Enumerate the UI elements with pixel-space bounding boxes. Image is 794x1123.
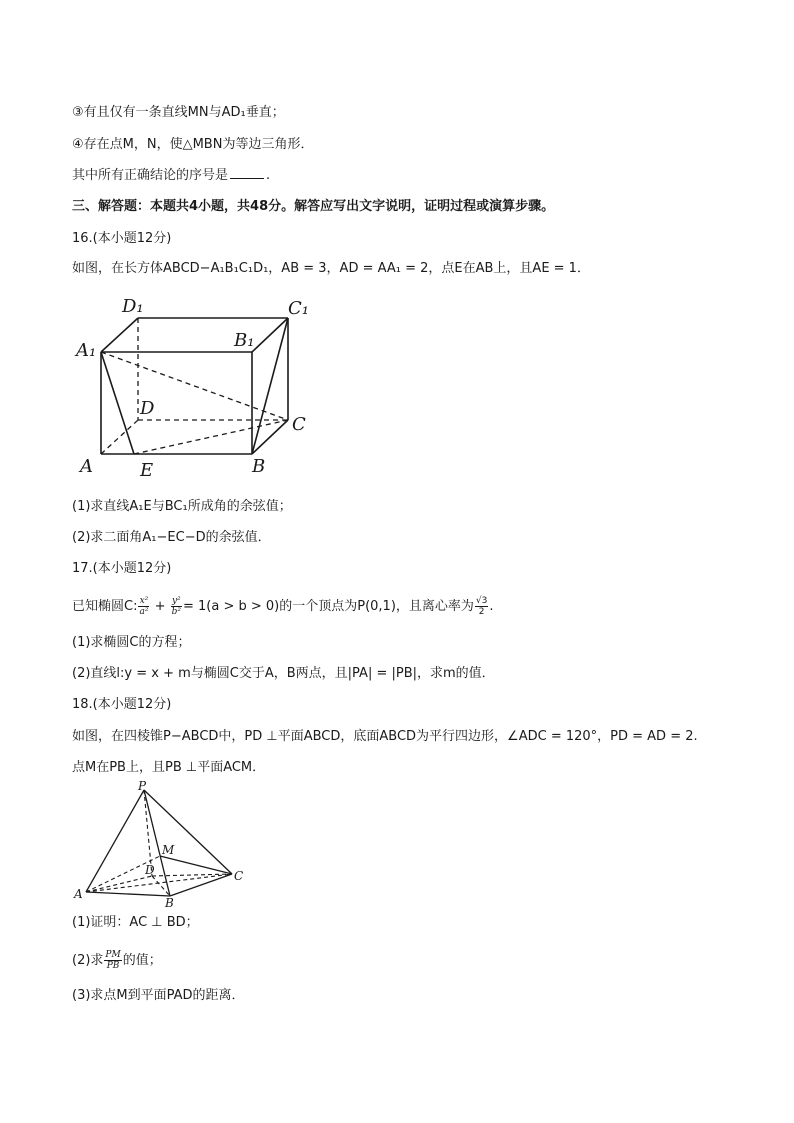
q16-label-c1: C₁ [288,298,309,319]
q17-frac-ecc [475,596,488,617]
q18-part3: (3)求点M到平面PAD的距离． [72,988,245,1003]
q17-frac-x [138,596,149,617]
q16-label-d1: D₁ [122,296,144,317]
q16-label-b: B [252,456,266,477]
q16-label-b1: B₁ [234,330,255,351]
q18-stem-1: 如图，在四棱锥P−ABCD中，PD ⊥平面ABCD，底面ABCD为平行四边形，∠ADC = 120°，PD = AD = 2. [72,729,698,744]
q17-frac-y [171,596,182,617]
q17-frac-y-num: y² [171,596,181,606]
q17-stem-b: = 1(a > b > 0)的一个顶点为P(0,1)，且离心率为 [183,599,474,614]
q17-frac-ecc-num: √3 [475,596,488,606]
q17-stem-a: 已知椭圆C: [72,599,138,614]
q18-label-a: A [74,887,83,901]
q18-frac-pm-pb [104,950,121,971]
q18-label-c: C [234,869,244,883]
q18-label-p: P [138,779,147,793]
q17-frac-y-den: b² [171,607,181,617]
q16-label-c: C [292,414,306,435]
q17-part2: (2)直线l:y = x + m与椭圆C交于A，B两点，且|PA| = |PB|，求m的值． [72,666,495,681]
q17-period: . [489,599,494,614]
q16-label-d: D [140,398,155,419]
item-4: ④存在点M，N，使△MBN为等边三角形． [72,137,314,152]
q16-part1: (1)求直线A₁E与BC₁所成角的余弦值； [72,499,292,514]
q18-part2-a: (2)求 [72,953,104,968]
q17-frac-x-num: x² [139,596,149,606]
q16-cuboid-figure [72,290,322,482]
q17-plus: + [150,599,170,614]
q18-label-b: B [165,896,174,908]
q16-label-a1: A₁ [76,340,97,361]
q18-part1: (1)证明：AC ⊥ BD； [72,915,199,930]
q18-frac-den: PB [106,961,120,971]
q16-stem: 如图，在长方体ABCD−A₁B₁C₁D₁，AB = 3，AD = AA₁ = 2，点E在AB上，且AE = 1． [72,261,590,276]
q18-label-m: M [162,843,175,857]
q16-number: 16.(本小题12分) [72,231,172,246]
q17-number: 17.(本小题12分) [72,561,172,576]
answer-period: . [266,168,271,183]
q18-number: 18.(本小题12分) [72,697,172,712]
q17-frac-ecc-den: 2 [478,607,485,617]
answer-blank [230,166,264,179]
answer-prompt [72,166,270,185]
q16-label-a: A [80,456,93,477]
answer-prompt-text: 其中所有正确结论的序号是 [72,168,229,183]
q18-part2 [72,950,162,971]
q17-frac-x-den: a² [139,607,149,617]
q18-stem-2: 点M在PB上，且PB ⊥平面ACM． [72,760,266,775]
section-3-heading: 三、解答题：本题共4小题，共48分。解答应写出文字说明，证明过程或演算步骤。 [72,199,555,214]
item-3: ③有且仅有一条直线MN与AD₁垂直； [72,105,285,120]
q17-stem [72,596,494,617]
q18-part2-b: 的值； [122,953,162,968]
q16-part2: (2)求二面角A₁−EC−D的余弦值． [72,530,271,545]
q18-pyramid-figure [72,778,252,908]
q16-label-e: E [140,460,154,481]
q18-frac-num: PM [105,950,121,960]
q17-part1: (1)求椭圆C的方程； [72,635,191,650]
q18-label-d: D [145,863,155,877]
